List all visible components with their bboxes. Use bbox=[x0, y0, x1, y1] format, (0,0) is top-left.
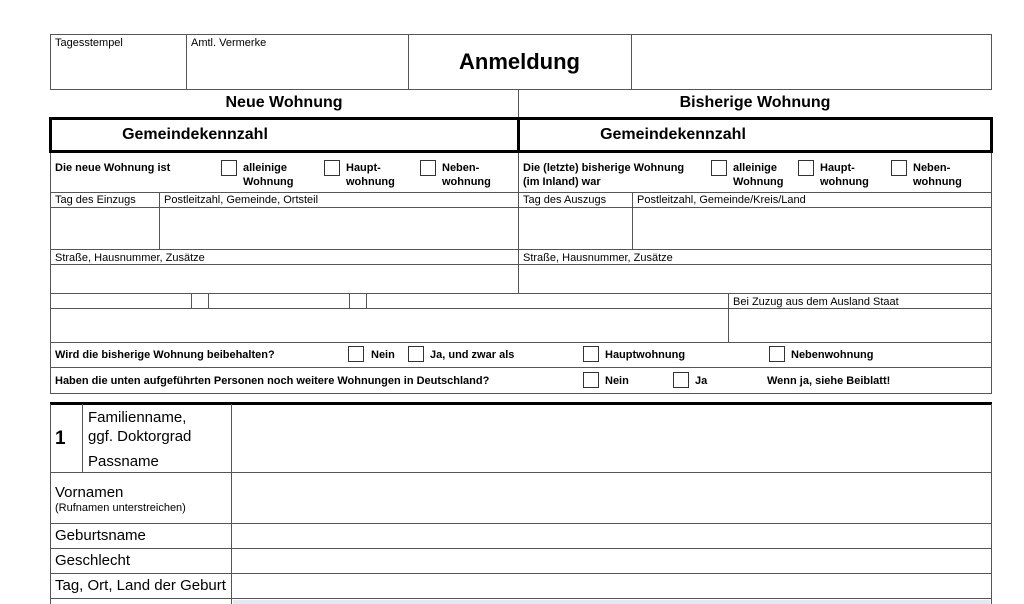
old-secondary-label-2: wohnung bbox=[913, 176, 962, 188]
other-yes-label: Ja bbox=[695, 375, 708, 387]
new-code-label: Gemeindekennzahl bbox=[122, 126, 268, 143]
person-number: 1 bbox=[55, 428, 66, 449]
other-no-checkbox[interactable] bbox=[583, 372, 599, 388]
move-out-field[interactable] bbox=[519, 208, 631, 248]
new-secondary-label-1: Neben- bbox=[442, 162, 480, 174]
keep-main-label: Hauptwohnung bbox=[605, 349, 686, 361]
other-note: Wenn ja, siehe Beiblatt! bbox=[767, 375, 891, 387]
surname-label-2: ggf. Doktorgrad bbox=[88, 428, 192, 445]
new-sole-checkbox[interactable] bbox=[221, 160, 237, 176]
old-main-label-2: wohnung bbox=[820, 176, 869, 188]
old-place-field[interactable] bbox=[633, 208, 991, 248]
new-sole-label-1: alleinige bbox=[243, 162, 288, 174]
old-type-label-2: (im Inland) war bbox=[523, 176, 601, 188]
old-secondary-checkbox[interactable] bbox=[891, 160, 907, 176]
old-secondary-label-1: Neben- bbox=[913, 162, 951, 174]
keep-yes-label: Ja, und zwar als bbox=[430, 349, 515, 361]
keep-secondary-checkbox[interactable] bbox=[769, 346, 785, 362]
new-place-label: Postleitzahl, Gemeinde, Ortsteil bbox=[164, 194, 319, 206]
new-main-checkbox[interactable] bbox=[324, 160, 340, 176]
new-type-label: Die neue Wohnung ist bbox=[55, 162, 171, 174]
firstnames-label: Vornamen bbox=[55, 484, 124, 501]
move-out-label: Tag des Auszugs bbox=[523, 194, 607, 206]
next-row-field[interactable] bbox=[233, 600, 990, 604]
keep-no-checkbox[interactable] bbox=[348, 346, 364, 362]
other-yes-checkbox[interactable] bbox=[673, 372, 689, 388]
old-sole-label-2: Wohnung bbox=[733, 176, 784, 188]
additional-address-field[interactable] bbox=[51, 309, 727, 341]
move-in-label: Tag des Einzugs bbox=[55, 194, 136, 206]
old-street-field[interactable] bbox=[519, 265, 991, 292]
gender-label: Geschlecht bbox=[55, 552, 131, 569]
surname-field[interactable] bbox=[233, 405, 990, 471]
page-title: Anmeldung bbox=[459, 49, 580, 74]
old-sole-checkbox[interactable] bbox=[711, 160, 727, 176]
keep-no-label: Nein bbox=[371, 349, 395, 361]
new-main-label-2: wohnung bbox=[346, 176, 395, 188]
old-home-heading: Bisherige Wohnung bbox=[679, 94, 831, 111]
old-place-label: Postleitzahl, Gemeinde/Kreis/Land bbox=[637, 194, 806, 206]
old-main-label-1: Haupt- bbox=[820, 162, 855, 174]
other-no-label: Nein bbox=[605, 375, 629, 387]
other-question-label: Haben die unten aufgeführten Personen noch weitere Wohnungen in Deutschland? bbox=[55, 375, 490, 387]
new-secondary-checkbox[interactable] bbox=[420, 160, 436, 176]
old-main-checkbox[interactable] bbox=[798, 160, 814, 176]
remarks-label: Amtl. Vermerke bbox=[191, 37, 267, 49]
keep-question-label: Wird die bisherige Wohnung beibehalten? bbox=[55, 349, 275, 361]
firstnames-note: (Rufnamen unterstreichen) bbox=[55, 502, 186, 514]
new-home-heading: Neue Wohnung bbox=[225, 94, 343, 111]
abroad-label: Bei Zuzug aus dem Ausland Staat bbox=[733, 296, 899, 308]
new-main-label-1: Haupt- bbox=[346, 162, 381, 174]
stamp-label: Tagesstempel bbox=[55, 37, 123, 49]
keep-main-checkbox[interactable] bbox=[583, 346, 599, 362]
birth-field[interactable] bbox=[233, 575, 990, 597]
new-secondary-label-2: wohnung bbox=[442, 176, 491, 188]
gender-field[interactable] bbox=[233, 550, 990, 572]
birth-label: Tag, Ort, Land der Geburt bbox=[55, 577, 226, 594]
birthname-field[interactable] bbox=[233, 525, 990, 547]
new-street-label: Straße, Hausnummer, Zusätze bbox=[55, 252, 205, 264]
new-street-field[interactable] bbox=[51, 265, 517, 292]
abroad-country-field[interactable] bbox=[729, 309, 991, 341]
old-street-label: Straße, Hausnummer, Zusätze bbox=[523, 252, 673, 264]
birthname-label: Geburtsname bbox=[55, 527, 146, 544]
old-code-label: Gemeindekennzahl bbox=[600, 126, 746, 143]
surname-label-1: Familienname, bbox=[88, 409, 187, 426]
keep-secondary-label: Nebenwohnung bbox=[791, 349, 874, 361]
old-sole-label-1: alleinige bbox=[733, 162, 778, 174]
keep-yes-checkbox[interactable] bbox=[408, 346, 424, 362]
move-in-field[interactable] bbox=[51, 208, 158, 248]
passname-label: Passname bbox=[88, 453, 159, 470]
firstnames-field[interactable] bbox=[233, 474, 990, 522]
new-place-field[interactable] bbox=[160, 208, 517, 248]
old-type-label-1: Die (letzte) bisherige Wohnung bbox=[523, 162, 685, 174]
new-sole-label-2: Wohnung bbox=[243, 176, 294, 188]
